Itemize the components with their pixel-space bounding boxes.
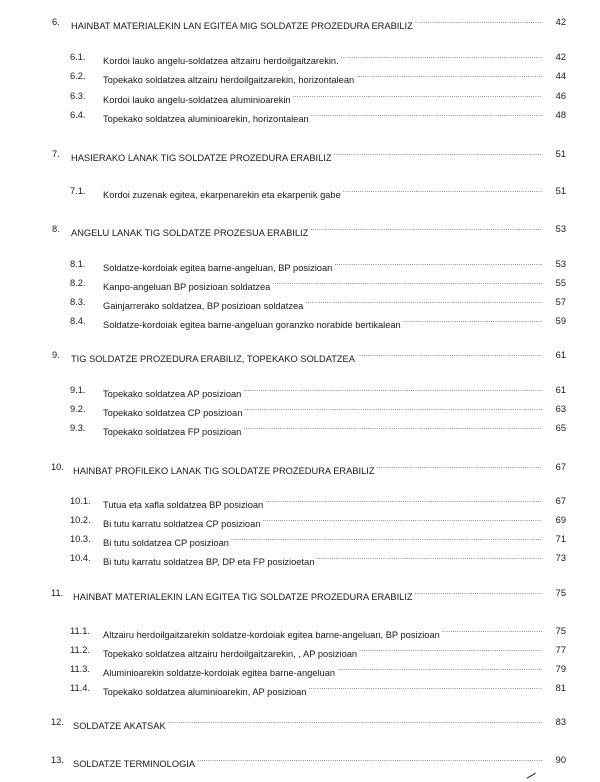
- toc-entry-number: 13.: [51, 755, 64, 765]
- toc-entry-page: 59: [544, 314, 566, 328]
- dot-leader: [231, 532, 542, 546]
- dot-leader: [243, 421, 542, 435]
- toc-entry-line: [103, 89, 566, 107]
- toc-entry-page: 57: [544, 295, 566, 309]
- toc-section-entry[interactable]: [0, 15, 600, 29]
- toc-entry-line: [103, 295, 566, 313]
- toc-entry-line: [73, 586, 566, 604]
- toc-entry-page: 46: [544, 89, 566, 103]
- toc-entry-title[interactable]: Altzairu herdoilgaitzarekin soldatze-kordoiak egitea barne-angeluan, BP posizioan: [103, 630, 440, 640]
- toc-entry-title[interactable]: HAINBAT MATERIALEKIN LAN EGITEA MIG SOLDATZE PROZEDURA ERABILIZ: [71, 21, 413, 31]
- toc-entry-number: 11.1.: [70, 626, 90, 636]
- toc-entry-line: [73, 715, 566, 733]
- dot-leader: [244, 402, 542, 416]
- dot-leader: [415, 15, 542, 29]
- toc-entry-line: [71, 222, 566, 240]
- toc-entry-line: [103, 314, 566, 332]
- toc-entry-title[interactable]: Topekako soldatzea altzairu herdoilgaitzarekin, , AP posizioan: [103, 649, 358, 659]
- toc-entry-page: 67: [544, 460, 566, 474]
- toc-entry-line: [103, 421, 566, 439]
- toc-subsection-entry[interactable]: [0, 513, 600, 527]
- toc-entry-page: 44: [544, 69, 566, 83]
- toc-entry-number: 8.1.: [70, 259, 86, 269]
- toc-entry-number: 9.: [52, 350, 60, 360]
- toc-subsection-entry[interactable]: [0, 494, 600, 508]
- toc-entry-line: [103, 69, 566, 87]
- dot-leader: [305, 295, 542, 309]
- dot-leader: [293, 89, 542, 103]
- dot-leader: [356, 69, 542, 83]
- toc-entry-number: 9.2.: [70, 404, 86, 414]
- toc-entry-title[interactable]: Kordoi zuzenak egitea, ekarpenarekin eta ekarpenik gabe: [103, 190, 341, 200]
- toc-entry-number: 8.: [52, 224, 60, 234]
- toc-entry-page: 63: [544, 402, 566, 416]
- toc-entry-page: 65: [544, 421, 566, 435]
- toc-entry-title[interactable]: HASIERAKO LANAK TIG SOLDATZE PROZEDURA ERABILIZ: [71, 153, 332, 163]
- toc-entry-number: 11.: [51, 588, 64, 598]
- toc-entry-page: 51: [544, 184, 566, 198]
- toc-subsection-entry[interactable]: [0, 89, 600, 103]
- toc-section-entry[interactable]: [0, 586, 600, 600]
- dot-leader: [357, 348, 542, 362]
- toc-entry-line: [71, 348, 566, 366]
- toc-subsection-entry[interactable]: [0, 402, 600, 416]
- toc-section-entry[interactable]: [0, 753, 600, 767]
- toc-entry-title[interactable]: Topekako soldatzea aluminioarekin, horizontalean: [103, 114, 309, 124]
- toc-entry-line: [103, 513, 566, 531]
- dot-leader: [334, 257, 542, 271]
- toc-subsection-entry[interactable]: [0, 108, 600, 122]
- toc-subsection-entry[interactable]: [0, 681, 600, 695]
- toc-entry-line: [103, 551, 566, 569]
- toc-entry-page: 51: [544, 147, 566, 161]
- dot-leader: [337, 662, 542, 676]
- toc-entry-page: 75: [544, 624, 566, 638]
- toc-entry-line: [73, 460, 566, 478]
- toc-entry-title[interactable]: Kanpo-angeluan BP posizioan soldatzea: [103, 282, 271, 292]
- toc-entry-number: 8.2.: [70, 278, 86, 288]
- toc-entry-page: 90: [544, 753, 566, 767]
- toc-section-entry[interactable]: [0, 348, 600, 362]
- toc-entry-page: 53: [544, 257, 566, 271]
- toc-entry-page: 61: [544, 383, 566, 397]
- toc-entry-number: 6.3.: [70, 91, 86, 101]
- dot-leader: [168, 715, 542, 729]
- toc-entry-line: [73, 753, 566, 771]
- dot-leader: [308, 681, 542, 695]
- toc-entry-line: [103, 662, 566, 680]
- dot-leader: [310, 222, 542, 236]
- toc-entry-title[interactable]: Bi tutu karratu soldatzea CP posizioan: [103, 519, 261, 529]
- toc-entry-title[interactable]: Bi tutu soldatzea CP posizioan: [103, 538, 229, 548]
- toc-entry-number: 7.1.: [70, 186, 86, 196]
- toc-entry-line: [103, 681, 566, 699]
- toc-entry-number: 11.2.: [70, 645, 90, 655]
- dot-leader: [377, 460, 542, 474]
- toc-entry-number: 10.: [51, 462, 64, 472]
- toc-subsection-entry[interactable]: [0, 662, 600, 676]
- toc-entry-number: 8.3.: [70, 297, 86, 307]
- toc-entry-line: [71, 15, 566, 33]
- toc-entry-page: 61: [544, 348, 566, 362]
- toc-entry-line: [103, 402, 566, 420]
- toc-entry-title[interactable]: Tutua eta xafla soldatzea BP posizioan: [103, 500, 264, 510]
- toc-entry-title[interactable]: SOLDATZE TERMINOLOGIA: [73, 759, 196, 769]
- toc-entry-line: [103, 184, 566, 202]
- toc-entry-number: 11.4.: [70, 683, 90, 693]
- toc-entry-page: 53: [544, 222, 566, 236]
- toc-entry-number: 6.2.: [70, 71, 86, 81]
- toc-entry-title[interactable]: ANGELU LANAK TIG SOLDATZE PROZESUA ERABILIZ: [71, 228, 309, 238]
- toc-entry-number: 10.4.: [70, 553, 91, 563]
- toc-entry-line: [103, 494, 566, 512]
- toc-entry-title[interactable]: HAINBAT PROFILEKO LANAK TIG SOLDATZE PROZEDURA ERABILIZ: [73, 466, 375, 476]
- toc-entry-line: [103, 257, 566, 275]
- toc-entry-page: 79: [544, 662, 566, 676]
- toc-entry-title[interactable]: Topekako soldatzea AP posizioan: [103, 389, 242, 399]
- dot-leader: [334, 147, 542, 161]
- toc-entry-page: 55: [544, 276, 566, 290]
- toc-entry-number: 6.1.: [70, 52, 86, 62]
- toc-entry-number: 6.: [52, 17, 60, 27]
- toc-entry-line: [103, 276, 566, 294]
- toc-entry-title[interactable]: SOLDATZE AKATSAK: [73, 721, 166, 731]
- dot-leader: [359, 643, 542, 657]
- dot-leader: [197, 753, 542, 767]
- toc-subsection-entry[interactable]: [0, 295, 600, 309]
- toc-entry-line: [103, 643, 566, 661]
- toc-entry-page: 75: [544, 586, 566, 600]
- dot-leader: [311, 108, 542, 122]
- toc-entry-number: 12.: [51, 717, 64, 727]
- toc-entry-line: [103, 108, 566, 126]
- toc-subsection-entry[interactable]: [0, 643, 600, 657]
- dot-leader: [343, 184, 542, 198]
- toc-entry-line: [71, 147, 566, 165]
- toc-subsection-entry[interactable]: [0, 421, 600, 435]
- toc-section-entry[interactable]: [0, 715, 600, 729]
- toc-entry-page: 69: [544, 513, 566, 527]
- toc-subsection-entry[interactable]: [0, 532, 600, 546]
- toc-entry-number: 11.3.: [70, 664, 90, 674]
- toc-subsection-entry[interactable]: [0, 383, 600, 397]
- dot-leader: [415, 586, 542, 600]
- toc-entry-line: [103, 624, 566, 642]
- toc-entry-page: 77: [544, 643, 566, 657]
- toc-entry-page: 42: [544, 15, 566, 29]
- toc-section-entry[interactable]: [0, 222, 600, 236]
- toc-entry-title[interactable]: Topekako soldatzea altzairu herdoilgaitzarekin, horizontalean: [103, 75, 355, 85]
- pen-mark: [527, 773, 538, 781]
- dot-leader: [265, 494, 542, 508]
- dot-leader: [403, 314, 542, 328]
- toc-entry-title[interactable]: HAINBAT MATERIALEKIN LAN EGITEA TIG SOLDATZE PROZEDURA ERABILIZ: [73, 592, 413, 602]
- toc-entry-page: 48: [544, 108, 566, 122]
- dot-leader: [341, 50, 542, 64]
- toc-subsection-entry[interactable]: [0, 551, 600, 565]
- toc-entry-number: 6.4.: [70, 110, 86, 120]
- toc-entry-title[interactable]: Aluminioarekin soldatze-kordoiak egitea barne-angeluan: [103, 668, 336, 678]
- toc-entry-line: [103, 383, 566, 401]
- toc-entry-title[interactable]: Topekako soldatzea aluminioarekin, AP posizioan: [103, 687, 307, 697]
- toc-entry-title[interactable]: Bi tutu karratu soldatzea BP, DP eta FP posizioetan: [103, 557, 315, 567]
- dot-leader: [316, 551, 542, 565]
- toc-subsection-entry[interactable]: [0, 69, 600, 83]
- toc-entry-title[interactable]: TIG SOLDATZE PROZEDURA ERABILIZ, TOPEKAKO SOLDATZEA: [71, 354, 355, 364]
- toc-entry-title[interactable]: Soldatze-kordoiak egitea barne-angeluan, BP posizioan: [103, 263, 333, 273]
- toc-entry-number: 10.1.: [70, 496, 91, 506]
- dot-leader: [442, 624, 542, 638]
- toc-section-entry[interactable]: [0, 460, 600, 474]
- toc-section-entry[interactable]: [0, 147, 600, 161]
- dot-leader: [243, 383, 542, 397]
- toc-entry-page: 67: [544, 494, 566, 508]
- toc-entry-page: 73: [544, 551, 566, 565]
- toc-subsection-entry[interactable]: [0, 314, 600, 328]
- dot-leader: [272, 276, 542, 290]
- toc-entry-number: 8.4.: [70, 316, 86, 326]
- toc-entry-title[interactable]: Kordoi lauko angelu-soldatzea altzairu herdoilgaitzarekin.: [103, 56, 339, 66]
- toc-subsection-entry[interactable]: [0, 257, 600, 271]
- toc-entry-page: 71: [544, 532, 566, 546]
- toc-entry-number: 9.1.: [70, 385, 86, 395]
- toc-entry-title[interactable]: Soldatze-kordoiak egitea barne-angeluan goranzko norabide bertikalean: [103, 320, 401, 330]
- toc-subsection-entry[interactable]: [0, 50, 600, 64]
- toc-entry-page: 42: [544, 50, 566, 64]
- toc-entry-title[interactable]: Gainjarrerako soldatzea, BP posizioan soldatzea: [103, 301, 304, 311]
- toc-subsection-entry[interactable]: [0, 624, 600, 638]
- toc-entry-number: 10.2.: [70, 515, 91, 525]
- toc-entry-title[interactable]: Topekako soldatzea CP posizioan: [103, 408, 243, 418]
- toc-entry-number: 10.3.: [70, 534, 91, 544]
- toc-subsection-entry[interactable]: [0, 184, 600, 198]
- toc-entry-page: 83: [544, 715, 566, 729]
- toc-entry-number: 9.3.: [70, 423, 86, 433]
- toc-entry-page: 81: [544, 681, 566, 695]
- dot-leader: [262, 513, 542, 527]
- toc-entry-line: [103, 50, 566, 68]
- toc-entry-number: 7.: [52, 149, 60, 159]
- toc-entry-line: [103, 532, 566, 550]
- toc-entry-title[interactable]: Kordoi lauko angelu-soldatzea aluminioarekin: [103, 95, 291, 105]
- toc-subsection-entry[interactable]: [0, 276, 600, 290]
- toc-entry-title[interactable]: Topekako soldatzea FP posizioan: [103, 427, 242, 437]
